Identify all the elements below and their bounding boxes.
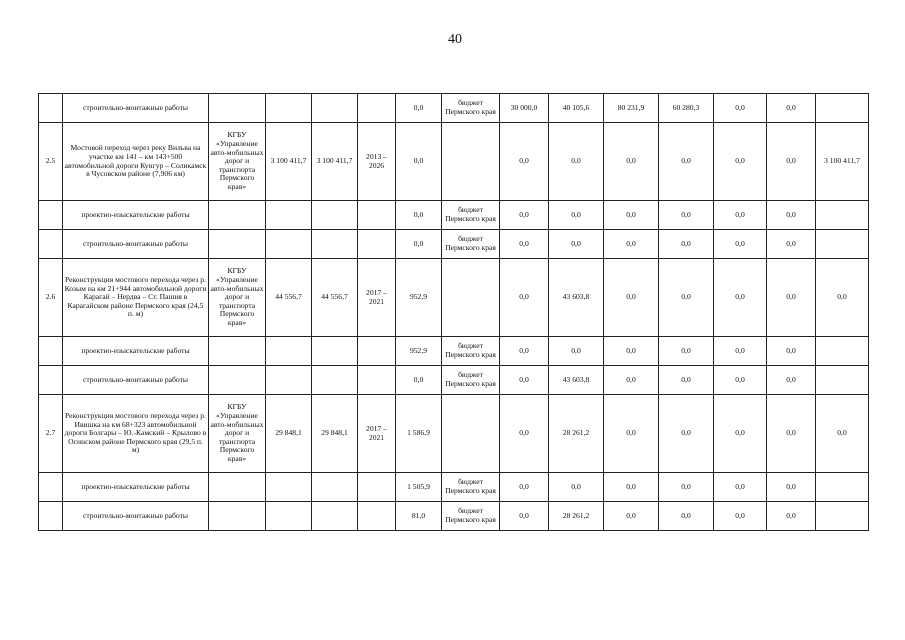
value-y1-cell: 0,0 xyxy=(500,502,549,531)
work-name-cell: строительно-монтажные работы xyxy=(63,94,209,123)
value-y2-cell: 0,0 xyxy=(549,337,604,366)
work-name-cell: проектно-изыскательские работы xyxy=(63,201,209,230)
table-row xyxy=(39,123,869,201)
value-y2-cell: 0,0 xyxy=(549,201,604,230)
table-row xyxy=(39,201,869,230)
period-cell xyxy=(358,337,396,366)
table-row xyxy=(39,337,869,366)
funding-source-cell: бюджет Пермского края xyxy=(442,473,500,502)
value-y4-cell: 0,0 xyxy=(659,337,714,366)
value-y6-cell: 0,0 xyxy=(767,230,816,259)
value-y4-cell: 0,0 xyxy=(659,502,714,531)
row-number-cell: 2.5 xyxy=(39,123,63,201)
work-name-cell: строительно-монтажные работы xyxy=(63,230,209,259)
value-y5-cell: 0,0 xyxy=(714,94,767,123)
executor-cell xyxy=(209,502,266,531)
total-cost-cell xyxy=(266,473,312,502)
work-name-cell: строительно-монтажные работы xyxy=(63,502,209,531)
row-number-cell xyxy=(39,366,63,395)
total-cost-cell: 29 848,1 xyxy=(266,395,312,473)
value-y2-cell: 40 105,6 xyxy=(549,94,604,123)
value-y6-cell: 0,0 xyxy=(767,473,816,502)
executor-cell: КГБУ «Управление авто-мобильных дорог и транспорта Пермского края» xyxy=(209,123,266,201)
value-total-cell: 3 100 411,7 xyxy=(816,123,869,201)
work-name-cell: Реконструкция мостового перехода через р. Ивишка на км 68+323 автомобильной дороги Болгары – Ю.-Камский – Крылово в Осинском районе Пермского края (29,5 п. м) xyxy=(63,395,209,473)
value-y3-cell: 0,0 xyxy=(604,366,659,395)
period-cell xyxy=(358,502,396,531)
funding-source-cell: бюджет Пермского края xyxy=(442,94,500,123)
value-total-cell xyxy=(816,337,869,366)
total-cost-cell: 3 100 411,7 xyxy=(266,123,312,201)
funding-source-cell: бюджет Пермского края xyxy=(442,230,500,259)
value-y1-cell: 30 000,0 xyxy=(500,94,549,123)
value-y5-cell: 0,0 xyxy=(714,201,767,230)
work-name-cell: проектно-изыскательские работы xyxy=(63,337,209,366)
value-total-cell xyxy=(816,201,869,230)
funding-source-cell: бюджет Пермского края xyxy=(442,337,500,366)
remaining-cost-cell xyxy=(312,366,358,395)
period-cell xyxy=(358,230,396,259)
funding-source-cell xyxy=(442,123,500,201)
value-total-cell xyxy=(816,94,869,123)
total-cost-cell xyxy=(266,230,312,259)
value-y4-cell: 0,0 xyxy=(659,473,714,502)
value-y3-cell: 0,0 xyxy=(604,201,659,230)
total-cost-cell xyxy=(266,337,312,366)
row-number-cell xyxy=(39,201,63,230)
executor-cell xyxy=(209,366,266,395)
period-cell: 2017 – 2021 xyxy=(358,395,396,473)
value-prev-cell: 0,0 xyxy=(396,366,442,395)
page-number: 40 xyxy=(448,32,462,47)
value-y4-cell: 0,0 xyxy=(659,395,714,473)
value-y1-cell: 0,0 xyxy=(500,230,549,259)
table-row xyxy=(39,259,869,337)
executor-cell xyxy=(209,94,266,123)
funding-source-cell xyxy=(442,259,500,337)
value-prev-cell: 0,0 xyxy=(396,201,442,230)
row-number-cell xyxy=(39,473,63,502)
value-y3-cell: 0,0 xyxy=(604,395,659,473)
period-cell xyxy=(358,473,396,502)
value-y2-cell: 0,0 xyxy=(549,123,604,201)
period-cell: 2017 – 2021 xyxy=(358,259,396,337)
row-number-cell xyxy=(39,230,63,259)
value-y4-cell: 0,0 xyxy=(659,123,714,201)
value-prev-cell: 0,0 xyxy=(396,230,442,259)
value-y2-cell: 28 261,2 xyxy=(549,502,604,531)
value-y3-cell: 0,0 xyxy=(604,337,659,366)
funding-source-cell: бюджет Пермского края xyxy=(442,502,500,531)
budget-table xyxy=(38,93,869,531)
total-cost-cell xyxy=(266,94,312,123)
value-y5-cell: 0,0 xyxy=(714,337,767,366)
total-cost-cell xyxy=(266,502,312,531)
value-y4-cell: 60 280,3 xyxy=(659,94,714,123)
value-y1-cell: 0,0 xyxy=(500,259,549,337)
value-total-cell xyxy=(816,366,869,395)
work-name-cell: Мостовой переход через реку Вильва на участке км 141 – км 143+500 автомобильной дороги Кунгур – Соликамск в Чусовском районе (7,906 км) xyxy=(63,123,209,201)
period-cell xyxy=(358,366,396,395)
value-total-cell xyxy=(816,502,869,531)
value-y2-cell: 28 261,2 xyxy=(549,395,604,473)
value-y1-cell: 0,0 xyxy=(500,201,549,230)
table-row xyxy=(39,230,869,259)
period-cell: 2013 – 2026 xyxy=(358,123,396,201)
remaining-cost-cell xyxy=(312,337,358,366)
value-y5-cell: 0,0 xyxy=(714,502,767,531)
remaining-cost-cell xyxy=(312,230,358,259)
work-name-cell: строительно-монтажные работы xyxy=(63,366,209,395)
work-name-cell: проектно-изыскательские работы xyxy=(63,473,209,502)
value-y4-cell: 0,0 xyxy=(659,259,714,337)
row-number-cell xyxy=(39,337,63,366)
value-y3-cell: 0,0 xyxy=(604,123,659,201)
value-y2-cell: 0,0 xyxy=(549,230,604,259)
value-total-cell xyxy=(816,230,869,259)
value-y5-cell: 0,0 xyxy=(714,395,767,473)
value-y4-cell: 0,0 xyxy=(659,366,714,395)
executor-cell xyxy=(209,473,266,502)
remaining-cost-cell: 44 556,7 xyxy=(312,259,358,337)
remaining-cost-cell xyxy=(312,502,358,531)
value-y6-cell: 0,0 xyxy=(767,502,816,531)
row-number-cell: 2.6 xyxy=(39,259,63,337)
value-y5-cell: 0,0 xyxy=(714,123,767,201)
executor-cell xyxy=(209,230,266,259)
executor-cell xyxy=(209,337,266,366)
value-y3-cell: 0,0 xyxy=(604,473,659,502)
value-prev-cell: 952,9 xyxy=(396,337,442,366)
value-y6-cell: 0,0 xyxy=(767,123,816,201)
value-y1-cell: 0,0 xyxy=(500,337,549,366)
value-total-cell: 0,0 xyxy=(816,259,869,337)
value-total-cell xyxy=(816,473,869,502)
period-cell xyxy=(358,94,396,123)
value-y3-cell: 80 231,9 xyxy=(604,94,659,123)
table-row xyxy=(39,395,869,473)
remaining-cost-cell xyxy=(312,94,358,123)
remaining-cost-cell: 29 848,1 xyxy=(312,395,358,473)
value-y4-cell: 0,0 xyxy=(659,230,714,259)
executor-cell xyxy=(209,201,266,230)
value-y1-cell: 0,0 xyxy=(500,395,549,473)
value-y3-cell: 0,0 xyxy=(604,502,659,531)
table-row xyxy=(39,473,869,502)
funding-source-cell: бюджет Пермского края xyxy=(442,366,500,395)
value-y1-cell: 0,0 xyxy=(500,123,549,201)
period-cell xyxy=(358,201,396,230)
value-prev-cell: 1 586,9 xyxy=(396,395,442,473)
value-y2-cell: 0,0 xyxy=(549,473,604,502)
value-prev-cell: 952,9 xyxy=(396,259,442,337)
value-y6-cell: 0,0 xyxy=(767,395,816,473)
work-name-cell: Реконструкция мостового перехода через р. Козым на км 21+944 автомобильной дороги Карагай – Нердва – Ст. Пашня в Карагайском районе Пермского края (24,5 п. м) xyxy=(63,259,209,337)
value-y6-cell: 0,0 xyxy=(767,366,816,395)
value-total-cell: 0,0 xyxy=(816,395,869,473)
total-cost-cell: 44 556,7 xyxy=(266,259,312,337)
value-y6-cell: 0,0 xyxy=(767,259,816,337)
value-prev-cell: 0,0 xyxy=(396,123,442,201)
value-y4-cell: 0,0 xyxy=(659,201,714,230)
table-row xyxy=(39,366,869,395)
value-prev-cell: 0,0 xyxy=(396,94,442,123)
value-prev-cell: 81,0 xyxy=(396,502,442,531)
value-y2-cell: 43 603,8 xyxy=(549,366,604,395)
executor-cell: КГБУ «Управление авто-мобильных дорог и транспорта Пермского края» xyxy=(209,395,266,473)
value-y5-cell: 0,0 xyxy=(714,230,767,259)
value-y1-cell: 0,0 xyxy=(500,366,549,395)
value-y3-cell: 0,0 xyxy=(604,259,659,337)
row-number-cell: 2.7 xyxy=(39,395,63,473)
table-row xyxy=(39,502,869,531)
value-y5-cell: 0,0 xyxy=(714,473,767,502)
value-y6-cell: 0,0 xyxy=(767,201,816,230)
row-number-cell xyxy=(39,94,63,123)
funding-source-cell: бюджет Пермского края xyxy=(442,201,500,230)
total-cost-cell xyxy=(266,201,312,230)
remaining-cost-cell: 3 100 411,7 xyxy=(312,123,358,201)
value-prev-cell: 1 505,9 xyxy=(396,473,442,502)
value-y1-cell: 0,0 xyxy=(500,473,549,502)
row-number-cell xyxy=(39,502,63,531)
remaining-cost-cell xyxy=(312,201,358,230)
value-y6-cell: 0,0 xyxy=(767,94,816,123)
value-y6-cell: 0,0 xyxy=(767,337,816,366)
value-y5-cell: 0,0 xyxy=(714,259,767,337)
funding-source-cell xyxy=(442,395,500,473)
table-row xyxy=(39,94,869,123)
executor-cell: КГБУ «Управление авто-мобильных дорог и транспорта Пермского края» xyxy=(209,259,266,337)
value-y2-cell: 43 603,8 xyxy=(549,259,604,337)
total-cost-cell xyxy=(266,366,312,395)
value-y3-cell: 0,0 xyxy=(604,230,659,259)
value-y5-cell: 0,0 xyxy=(714,366,767,395)
remaining-cost-cell xyxy=(312,473,358,502)
